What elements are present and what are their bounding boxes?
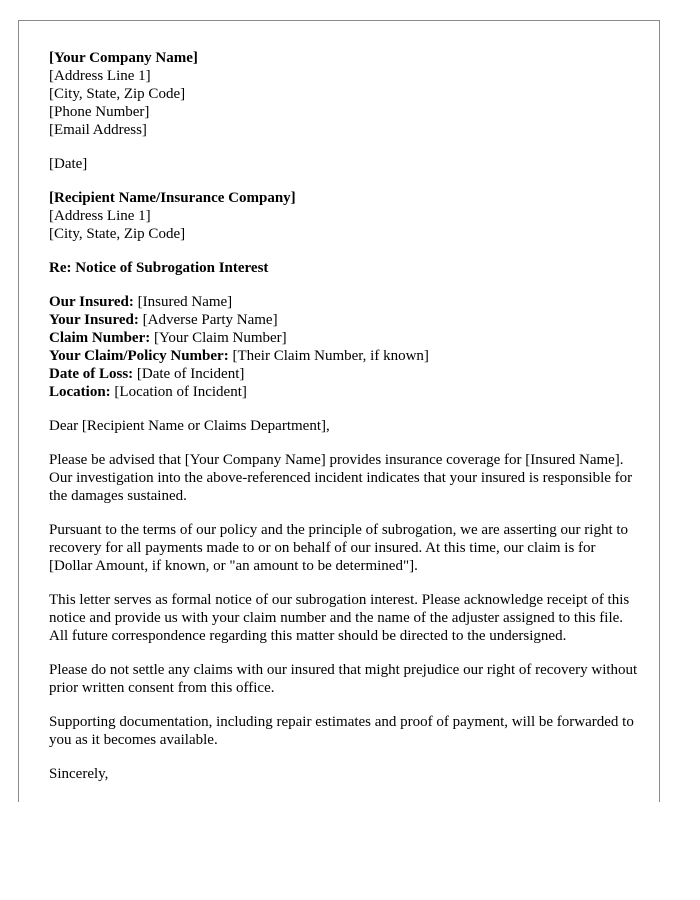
recipient-city-state-zip: [City, State, Zip Code]	[49, 226, 186, 242]
closing: Sincerely,	[49, 766, 109, 782]
letter-page	[18, 20, 660, 802]
sender-address: [Address Line 1]	[49, 68, 151, 84]
detail-value: [Location of Incident]	[110, 384, 247, 400]
detail-value: [Your Claim Number]	[150, 330, 287, 346]
sender-block	[49, 49, 639, 139]
subject-line: Re: Notice of Subrogation Interest	[49, 260, 269, 276]
sender-phone: [Phone Number]	[49, 104, 150, 120]
detail-label: Our Insured:	[49, 294, 134, 310]
detail-claim-number	[49, 329, 639, 347]
detail-label: Your Claim/Policy Number:	[49, 348, 229, 364]
claim-details	[49, 293, 639, 401]
detail-value: [Adverse Party Name]	[138, 312, 278, 328]
detail-your-insured	[49, 311, 639, 329]
detail-value: [Insured Name]	[133, 294, 233, 310]
detail-label: Claim Number:	[49, 330, 151, 346]
detail-label: Date of Loss:	[49, 366, 134, 382]
body-paragraph-4: Please do not settle any claims with our insured that might prejudice our right of recovery without prior written consent from this office.	[49, 662, 638, 696]
salutation: Dear [Recipient Name or Claims Department],	[49, 418, 330, 434]
letter-content	[49, 49, 639, 799]
detail-our-insured	[49, 293, 639, 311]
body-paragraph-2: Pursuant to the terms of our policy and the principle of subrogation, we are asserting our right to recovery for all payments made to or on behalf of our insured. At this time, our claim is for [Dollar Amount, if known, or "an amount to be determined"].	[49, 522, 629, 574]
letter-date: [Date]	[49, 156, 88, 172]
sender-email: [Email Address]	[49, 122, 147, 138]
recipient-block	[49, 189, 639, 243]
detail-date-of-loss	[49, 365, 639, 383]
detail-label: Your Insured:	[49, 312, 139, 328]
sender-city-state-zip: [City, State, Zip Code]	[49, 86, 186, 102]
date-block	[49, 155, 639, 173]
subject-block	[49, 259, 639, 277]
detail-value: [Date of Incident]	[133, 366, 245, 382]
detail-location	[49, 383, 639, 401]
sender-company: [Your Company Name]	[49, 50, 198, 66]
detail-value: [Their Claim Number, if known]	[228, 348, 429, 364]
recipient-name: [Recipient Name/Insurance Company]	[49, 190, 296, 206]
body-paragraph-1: Please be advised that [Your Company Name] provides insurance coverage for [Insured Name]. Our investigation into the above-referenced incident indicates that your insured is responsible for the damages sustained.	[49, 452, 633, 504]
body-paragraph-5: Supporting documentation, including repair estimates and proof of payment, will be forwarded to you as it becomes available.	[49, 714, 634, 748]
body-paragraph-3: This letter serves as formal notice of our subrogation interest. Please acknowledge receipt of this notice and provide us with your claim number and the name of the adjuster assigned to this file. All future correspondence regarding this matter should be directed to the undersigned.	[49, 592, 630, 644]
detail-label: Location:	[49, 384, 111, 400]
detail-policy-number	[49, 347, 639, 365]
recipient-address: [Address Line 1]	[49, 208, 151, 224]
